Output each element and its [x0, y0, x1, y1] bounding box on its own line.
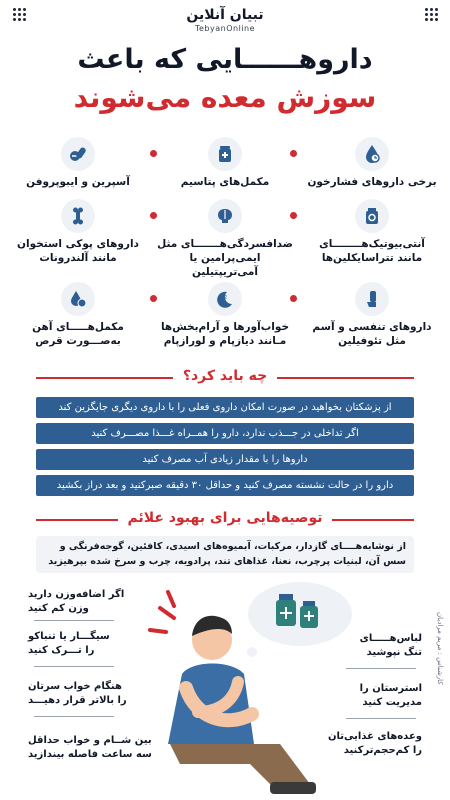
- drug-label: داروهای پوکی استخوان مانند آلندرونات: [17, 238, 139, 264]
- action-item: دارو را در حالت نشسته مصرف کنید و حداقل ۳۰ دقیقه صبرکنید و بعد دراز بکشید: [36, 475, 414, 496]
- drug-item-osteoporosis: [8, 199, 148, 265]
- brain-icon: [208, 199, 242, 233]
- separator-dot: [150, 212, 157, 219]
- page-title-line1: داروهــــــایی که باعث: [77, 44, 373, 75]
- drug-item-potassium: [155, 137, 295, 189]
- divider: [346, 718, 416, 719]
- action-item: اگر تداخلی در جـــذب ندارد، دارو را همــراه غـــذا مصـــرف کنید: [36, 423, 414, 444]
- drug-item-asthma: [302, 282, 442, 348]
- tip-left: اگر اضافه‌وزن دارید وزن کم کنید: [28, 589, 125, 614]
- drug-item-iron: [8, 282, 148, 348]
- separator-dot: [150, 150, 157, 157]
- drug-item-antidepressants: [155, 199, 295, 279]
- sleep-moon-icon: [208, 282, 242, 316]
- logo-text-en: TebyanOnline: [194, 24, 256, 33]
- person-pants: [170, 744, 310, 784]
- drug-label: مکمل‌های پتاسیم: [180, 176, 270, 188]
- section-heading-tips: [36, 507, 414, 531]
- drug-label: داروهای تنفسی و آسم مثل تئوفیلین: [312, 321, 432, 347]
- tip-left: هنگام خواب سرتان را بالاتر قرار دهیـــد: [28, 681, 127, 706]
- tip-left: بین شــام و خواب حداقل سه ساعت فاصله بیندازید: [28, 735, 152, 760]
- tip-right: استرستان را مدیریت کنید: [359, 683, 422, 708]
- bone-icon: [61, 199, 95, 233]
- drug-label: خواب‌آورها و آرام‌بخش‌ها مـانند دیازپام و لورازپام: [160, 321, 290, 347]
- blood-pressure-icon: [355, 137, 389, 171]
- tip-left: سیگـــار یا تنباکو را تـــرک کنید: [28, 631, 110, 656]
- svg-text:z: z: [223, 294, 227, 301]
- pill-bottle-icon: [208, 137, 242, 171]
- drug-label: آسپرین و ایبوپروفن: [26, 176, 130, 188]
- drug-item-antibiotics: [302, 199, 442, 265]
- recommendation-box: از نوشابه‌هــــای گازدار، مرکبات، آبمیوه‌های اسیدی، کافئین، گوجه‌فرنگی و سس آن، لبنیات پرچرب، نعنا، غذاهای تند، پرادویه، چرب و سرخ شده بپرهیزید: [36, 536, 414, 573]
- person-shirt: [168, 664, 254, 745]
- tip-right: لباس‌هـــــای تنگ نپوشید: [359, 633, 422, 658]
- pills-icon: [61, 137, 95, 171]
- site-logo[interactable]: [0, 7, 450, 33]
- drug-label: آنتی‌بیوتیک‌هــــــــای مانند تتراسایکلین‌ها: [319, 238, 425, 264]
- drug-item-aspirin: [8, 137, 148, 189]
- divider: [34, 666, 114, 667]
- tip-right: وعده‌های غذایی‌تان را کم‌حجم‌ترکنید: [327, 731, 422, 756]
- iron-drop-icon: [61, 282, 95, 316]
- antibiotic-icon: [355, 199, 389, 233]
- drug-label: مکمل‌هـــــای آهن به‌صـــورت قرص: [32, 321, 124, 347]
- action-item: داروها را با مقدار زیادی آب مصرف کنید: [36, 449, 414, 470]
- drug-label: برخی داروهای فشارخون: [307, 176, 437, 188]
- inhaler-icon: [355, 282, 389, 316]
- section-heading-text: توصیه‌هایی برای بهبود علائم: [118, 510, 333, 526]
- drug-item-sedatives: [155, 282, 295, 348]
- page-title-line2: سوزش معده می‌شوند: [73, 81, 377, 114]
- drug-label: ضدافسردگی‌هـــــــای مثل ایمی‌پرامین یا آمی‌تریپتیلین: [157, 238, 293, 278]
- drug-item-blood-pressure: [302, 137, 442, 189]
- separator-dot: [150, 295, 157, 302]
- logo-text-fa: تبیان آنلاین: [186, 7, 264, 23]
- section-heading-text: چه باید کرد؟: [173, 368, 277, 384]
- divider: [34, 716, 114, 717]
- section-heading-what-to-do: [36, 365, 414, 389]
- action-item: از پزشکتان بخواهید در صورت امکان داروی فعلی را با داروی دیگری جایگزین کند: [36, 397, 414, 418]
- divider: [34, 620, 114, 621]
- divider: [346, 668, 416, 669]
- credit-text: کارشناس : مریم مرادیان: [436, 612, 444, 685]
